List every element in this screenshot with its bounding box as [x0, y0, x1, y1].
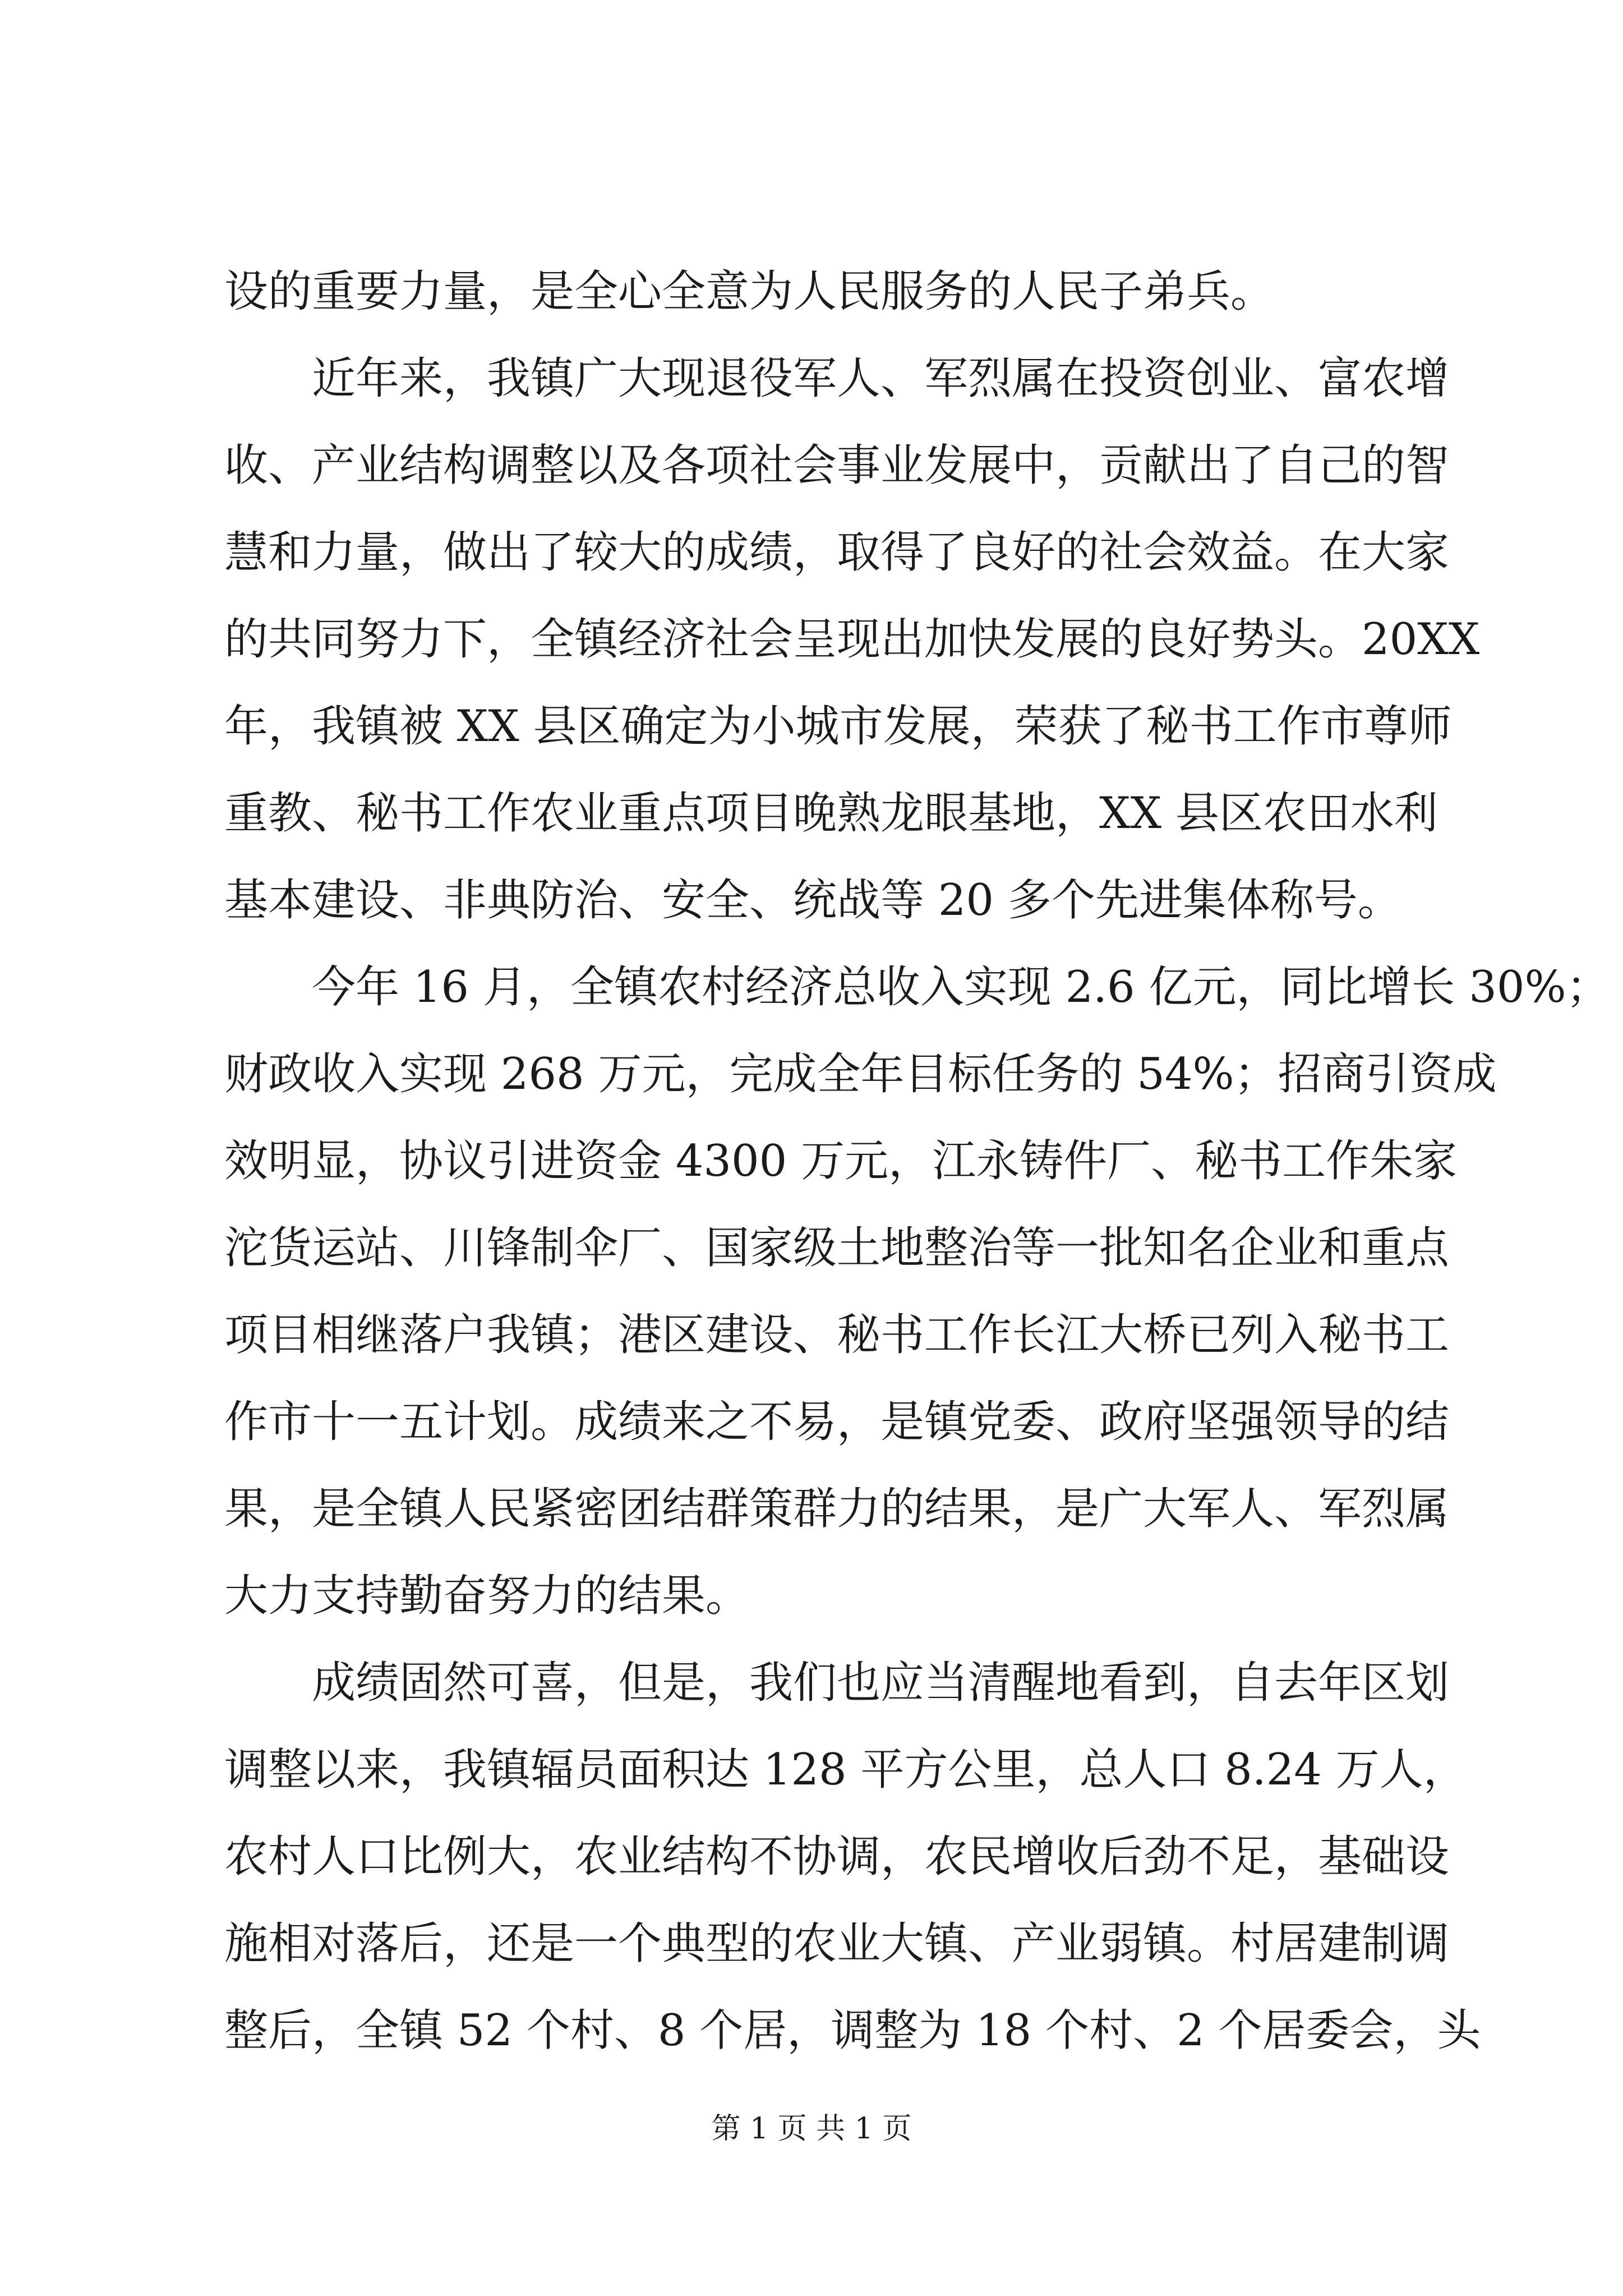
- text-line: 沱货运站、川锋制伞厂、国家级土地整治等一批知名企业和重点: [224, 1223, 1450, 1273]
- text-line: 作市十一五计划。成绩来之不易，是镇党委、政府坚强领导的结: [224, 1397, 1450, 1447]
- text-line: 项目相继落户我镇；港区建设、秘书工作长江大桥已列入秘书工: [224, 1310, 1450, 1360]
- text-line: 成绩固然可喜，但是，我们也应当清醒地看到，自去年区划: [312, 1658, 1450, 1708]
- text-line: 的共同努力下，全镇经济社会呈现出加快发展的良好势头。20XX: [224, 614, 1480, 665]
- text-line: 效明显，协议引进资金 4300 万元，江永铸件厂、秘书工作朱家: [224, 1136, 1458, 1186]
- text-line: 基本建设、非典防治、安全、统战等 20 多个先进集体称号。: [224, 875, 1401, 926]
- text-line: 今年 16 月，全镇农村经济总收入实现 2.6 亿元，同比增长 30%；: [312, 962, 1610, 1013]
- text-line: 近年来，我镇广大现退役军人、军烈属在投资创业、富农增: [312, 353, 1450, 404]
- text-line: 农村人口比例大，农业结构不协调，农民增收后劲不足，基础设: [224, 1832, 1450, 1882]
- text-line: 收、产业结构调整以及各项社会事业发展中，贡献出了自己的智: [224, 440, 1450, 491]
- text-line: 重教、秘书工作农业重点项目晚熟龙眼基地，XX 县区农田水利: [224, 788, 1438, 839]
- page-footer: 第 1 页 共 1 页: [711, 2112, 912, 2146]
- text-line: 财政收入实现 268 万元，完成全年目标任务的 54%；招商引资成: [224, 1049, 1497, 1099]
- text-line: 调整以来，我镇辐员面积达 128 平方公里，总人口 8.24 万人，: [224, 1745, 1467, 1795]
- text-line: 大力支持勤奋努力的结果。: [224, 1571, 750, 1621]
- text-line: 慧和力量，做出了较大的成绩，取得了良好的社会效益。在大家: [224, 527, 1450, 578]
- text-line: 果，是全镇人民紧密团结群策群力的结果，是广大军人、军烈属: [224, 1484, 1450, 1534]
- text-line: 年，我镇被 XX 县区确定为小城市发展，荣获了秘书工作市尊师: [224, 701, 1452, 752]
- text-line: 施相对落后，还是一个典型的农业大镇、产业弱镇。村居建制调: [224, 1918, 1450, 1969]
- text-line: 整后，全镇 52 个村、8 个居，调整为 18 个村、2 个居委会，头: [224, 2005, 1481, 2056]
- text-line: 设的重要力量，是全心全意为人民服务的人民子弟兵。: [224, 266, 1275, 317]
